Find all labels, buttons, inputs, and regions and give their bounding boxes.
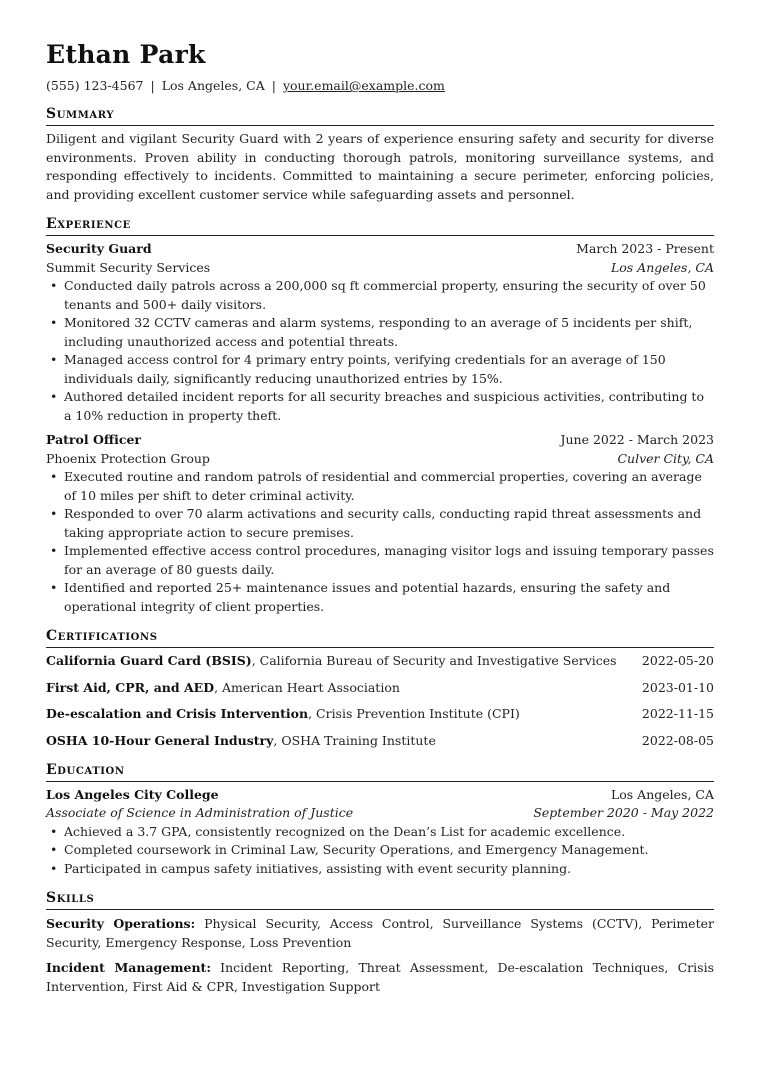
- skill-label: Security Operations:: [46, 916, 196, 931]
- job-entry: [46, 431, 714, 616]
- separator: |: [271, 78, 276, 93]
- section-title-experience: Experience: [46, 216, 714, 236]
- job-dates: June 2022 - March 2023: [560, 432, 714, 447]
- job-dates: March 2023 - Present: [576, 241, 714, 256]
- job-bullets: [46, 277, 714, 425]
- candidate-name: Ethan Park: [46, 40, 206, 69]
- bullet-item: • Achieved a 3.7 GPA, consistently recognized on the Dean’s List for academic excellence.: [64, 823, 714, 842]
- bullet-item: • Completed coursework in Criminal Law, Security Operations, and Emergency Management.: [64, 841, 714, 860]
- section-title-skills: Skills: [46, 890, 714, 910]
- skill-list: Incident Reporting, Threat Assessment, De-escalation Techniques, Crisis Intervention, First Aid & CPR, Investigation Support: [46, 960, 714, 994]
- certification-item: [46, 679, 714, 697]
- bullet-item: • Responded to over 70 alarm activations and security calls, conducting rapid threat assessments and taking appropriate action to secure premises.: [64, 505, 714, 542]
- skill-list: Physical Security, Access Control, Surveillance Systems (CCTV), Perimeter Security, Emergency Response, Loss Prevention: [46, 916, 714, 950]
- cert-issuer: , American Heart Association: [214, 679, 400, 695]
- summary-section: [46, 106, 714, 204]
- job-role: Patrol Officer: [46, 432, 142, 447]
- cert-name: De-escalation and Crisis Intervention: [46, 706, 309, 721]
- job-role: Security Guard: [46, 241, 152, 256]
- cert-issuer: , Crisis Prevention Institute (CPI): [308, 706, 520, 721]
- job-bullets: [46, 468, 714, 616]
- bullet-item: • Executed routine and random patrols of residential and commercial properties, covering an average of 10 miles per shift to deter criminal activity.: [64, 468, 714, 505]
- skill-label: Incident Management:: [46, 960, 211, 975]
- experience-section: [46, 216, 714, 616]
- cert-issuer: , OSHA Training Institute: [273, 732, 436, 748]
- separator: |: [150, 78, 155, 93]
- cert-name: First Aid, CPR, and AED: [46, 679, 215, 695]
- section-title-certifications: Certifications: [46, 628, 714, 648]
- school-name: Los Angeles City College: [46, 786, 219, 802]
- cert-issuer: , California Bureau of Security and Investigative Services: [251, 653, 617, 668]
- section-title-education: Education: [46, 762, 714, 782]
- education-section: [46, 762, 714, 879]
- job-company: Summit Security Services: [46, 259, 211, 275]
- job-company: Phoenix Protection Group: [46, 450, 210, 466]
- certification-item: [46, 732, 714, 750]
- cert-name: California Guard Card (BSIS): [46, 653, 252, 668]
- section-title-summary: Summary: [46, 106, 714, 126]
- cert-date: 2022-08-05: [641, 732, 714, 748]
- bullet-item: • Monitored 32 CCTV cameras and alarm systems, responding to an average of 5 incidents per shift, including unauthorized access and potential threats.: [64, 314, 714, 351]
- degree: Associate of Science in Administration of Justice: [46, 805, 354, 820]
- job-location: Culver City, CA: [617, 450, 714, 466]
- certification-item: [46, 652, 714, 670]
- skills-section: [46, 890, 714, 996]
- bullet-item: • Identified and reported 25+ maintenance issues and potential hazards, ensuring the safety and operational integrity of client properties.: [64, 579, 714, 616]
- certification-item: [46, 705, 714, 723]
- cert-date: 2023-01-10: [641, 679, 714, 695]
- bullet-item: • Implemented effective access control procedures, managing visitor logs and issuing temporary passes for an average of 80 guests daily.: [64, 542, 714, 579]
- bullet-item: • Conducted daily patrols across a 200,000 sq ft commercial property, ensuring the security of over 50 tenants and 500+ daily visitors.: [64, 277, 714, 314]
- education-bullets: [46, 823, 714, 879]
- summary-text: Diligent and vigilant Security Guard with 2 years of experience ensuring safety and security for diverse environments. Proven ability in conducting thorough patrols, monitoring surveillance systems, and responding effectively to incidents. Committed to maintaining a secure perimeter, enforcing policies, and providing excellent customer service while safeguarding assets and personnel.: [46, 131, 714, 202]
- certifications-section: [46, 628, 714, 750]
- bullet-item: • Managed access control for 4 primary entry points, verifying credentials for an average of 150 individuals daily, significantly reducing unauthorized entries by 15%.: [64, 351, 714, 388]
- job-location: Los Angeles, CA: [610, 259, 714, 275]
- bullet-item: • Authored detailed incident reports for all security breaches and suspicious activities, contributing to a 10% reduction in property theft.: [64, 388, 714, 425]
- school-location: Los Angeles, CA: [610, 786, 714, 802]
- cert-name: OSHA 10-Hour General Industry: [46, 732, 274, 748]
- location: Los Angeles, CA: [161, 78, 265, 93]
- skill-group: [46, 914, 714, 952]
- contact-line: [46, 78, 714, 94]
- cert-date: 2022-05-20: [641, 653, 714, 668]
- phone-number: (555) 123-4567: [46, 78, 144, 93]
- skill-group: [46, 958, 714, 996]
- job-entry: [46, 240, 714, 425]
- education-dates: September 2020 - May 2022: [533, 805, 714, 820]
- bullet-item: • Participated in campus safety initiatives, assisting with event security planning.: [64, 860, 714, 879]
- cert-date: 2022-11-15: [641, 706, 714, 721]
- email-link[interactable]: your.email@example.com: [282, 78, 445, 93]
